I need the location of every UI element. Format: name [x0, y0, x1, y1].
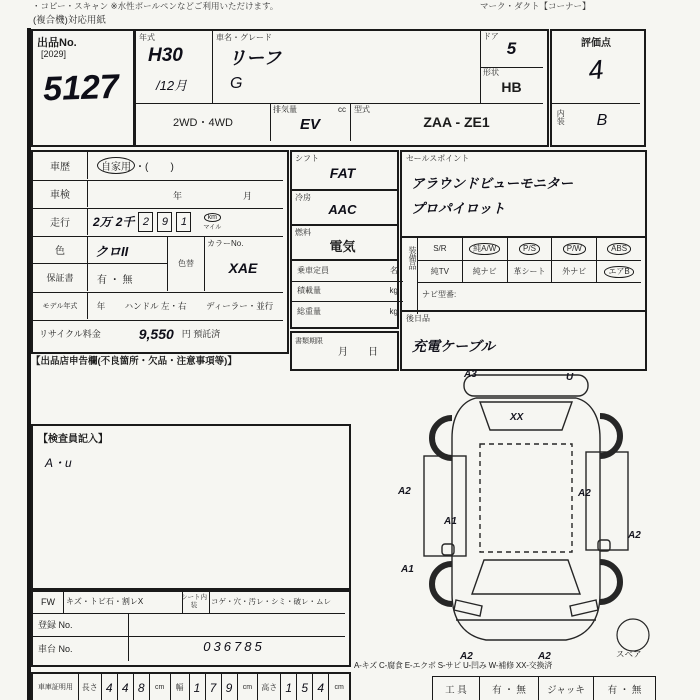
mileage-sen: 2千 — [115, 215, 135, 229]
garage-height-digit: 4 — [313, 674, 329, 700]
equip-abs: ABS — [607, 243, 631, 254]
garage-length-digit: 4 — [118, 674, 134, 700]
navi-model-label: ナビ型番: — [422, 290, 457, 299]
weight-unit: kg — [389, 306, 398, 316]
sales-point-line2: プロパイロット — [411, 201, 506, 216]
chassis-value: 036785 — [203, 639, 265, 654]
damage-mark: XX — [510, 412, 524, 423]
color-label: 色 — [33, 236, 88, 263]
condition-table — [31, 588, 351, 667]
shaken-row — [33, 180, 283, 209]
garage-height-digit: 1 — [281, 674, 297, 700]
drive-cell: 2WD・4WD — [136, 103, 271, 141]
seat-label: シート内装 — [179, 590, 210, 613]
score-box — [550, 29, 646, 147]
model-code-cell — [350, 103, 543, 141]
top-note: ・コピー・スキャン ※水性ボールペンなどご利用いただけます。 — [32, 1, 279, 11]
displacement-unit: cc — [338, 105, 346, 114]
recycle-unit: 円 預託済 — [181, 329, 221, 339]
sales-point-label: セールスポイント — [406, 154, 470, 163]
history-suffix: ・( ) — [135, 162, 174, 173]
displacement-label: 排気量 — [273, 105, 297, 114]
garage-cm: cm — [238, 674, 259, 700]
mileage-unit-km: km — [204, 213, 221, 222]
model-label: 型式 — [354, 105, 370, 114]
lot-number: 5127 — [42, 67, 120, 109]
jack-label: ジャッキ — [539, 677, 594, 700]
fuel-value: 電気 — [329, 239, 356, 254]
mileage-row — [33, 208, 283, 237]
shift-value: FAT — [329, 165, 356, 181]
equip-airbag: エアB — [604, 266, 633, 277]
shape-value: HB — [501, 79, 522, 95]
weight-label: 総重量 — [297, 306, 321, 316]
name-label: 車名・グレード — [216, 33, 272, 42]
capacity-box — [290, 259, 399, 329]
later-items-box — [400, 310, 647, 371]
mileage-man: 2万 — [93, 215, 112, 229]
score-label: 評価点 — [581, 38, 611, 49]
year-cell — [136, 31, 213, 104]
garage-cm: cm — [150, 674, 171, 700]
lot-number-box — [31, 29, 135, 147]
damage-legend: A-キズ C-腐食 E-エクボ S-サビ U-凹み W-補修 XX-交換済 — [354, 661, 553, 670]
aircon-box — [290, 189, 399, 226]
year-label: 年式 — [139, 33, 155, 42]
warranty-value: 有 ・ 無 — [97, 275, 133, 286]
shaken-year-label: 年 — [173, 191, 183, 201]
name-grade-cell — [212, 31, 481, 104]
damage-mark: U — [566, 372, 574, 383]
recycle-row — [33, 320, 289, 347]
garage-row — [31, 672, 351, 700]
model-year-row — [33, 292, 283, 321]
vehicle-table — [134, 29, 549, 147]
later-items-label: 後日品 — [406, 314, 430, 323]
docs-label: 書類期限 — [295, 338, 323, 345]
car-grade: G — [230, 75, 243, 92]
color-no-label: カラーNo. — [207, 239, 244, 248]
seat-text: コゲ・穴・汚レ・シミ・破レ・ムレ — [211, 597, 331, 606]
equip-extnavi: 外ナビ — [562, 267, 587, 277]
damage-diagram — [352, 368, 654, 660]
shift-box — [290, 150, 399, 191]
damage-mark: A1 — [401, 564, 414, 575]
fuel-label: 燃料 — [295, 228, 311, 237]
equipment-label: 装備品 — [402, 238, 418, 314]
damage-mark: A2 — [628, 530, 641, 541]
paper-type-note: (複合機)対応用紙 — [33, 15, 106, 26]
sales-point-box — [400, 150, 647, 238]
color-value: クロII — [95, 244, 129, 259]
garage-width-label: 幅 — [171, 674, 190, 700]
tools-value: 有 ・ 無 — [480, 677, 539, 700]
damage-mark: A2 — [538, 651, 551, 662]
shaken-month-label: 月 — [243, 191, 253, 201]
lot-label: 出品No. — [37, 37, 77, 49]
equipment-box — [400, 236, 647, 312]
top-note-right: マーク・ダクト【コーナー】 — [480, 1, 591, 11]
history-row — [33, 152, 283, 181]
fw-text: キズ・トビ石・割レX — [63, 590, 183, 613]
chassis-label: 車台 No. — [33, 636, 129, 661]
recycle-value: 9,550 — [138, 325, 174, 342]
capacity-unit: 名 — [390, 266, 398, 276]
equip-ps: P/S — [519, 243, 540, 254]
garage-height-label: 高さ — [258, 674, 281, 700]
garage-length-digit: 8 — [134, 674, 150, 700]
docs-value: 月 日 — [338, 347, 378, 358]
damage-mark: A1 — [444, 516, 457, 527]
garage-cm: cm — [334, 683, 344, 691]
garage-width-digit: 7 — [206, 674, 222, 700]
color-warranty-block — [33, 236, 283, 293]
later-items-value: 充電ケーブル — [412, 338, 495, 354]
aircon-value: AAC — [328, 202, 357, 217]
history-label: 車歴 — [33, 152, 88, 179]
mileage-label: 走行 — [33, 208, 88, 235]
interior-cell — [552, 103, 640, 142]
displacement-value: EV — [299, 116, 320, 133]
color-change-label: 色替 — [178, 258, 194, 268]
inspector-note: A・u — [45, 456, 72, 470]
history-value: 自家用 — [97, 157, 135, 174]
displacement-cell — [270, 103, 351, 141]
fuel-box — [290, 224, 399, 261]
recycle-label: リサイクル料金 — [39, 329, 101, 339]
model-code: ZAA - ZE1 — [423, 114, 490, 130]
aircon-label: 冷房 — [295, 193, 311, 202]
interior-label: 内装 — [556, 109, 566, 125]
car-name: リーフ — [228, 48, 282, 68]
mileage-digit: 9 — [157, 212, 172, 232]
color-change-cell — [167, 236, 205, 291]
door-cell — [480, 31, 543, 68]
mileage-digit: 2 — [138, 212, 153, 232]
model-year-label: モデル年式 — [33, 292, 88, 319]
mileage-digit: 1 — [176, 212, 191, 232]
tools-label: 工 具 — [433, 677, 480, 700]
diagram-marks — [352, 368, 654, 660]
left-column — [31, 150, 289, 354]
model-year-year: 年 — [96, 300, 106, 311]
inspector-box — [31, 424, 351, 592]
door-value: 5 — [506, 39, 517, 58]
door-label: ドア — [483, 32, 499, 41]
capacity-label: 乗車定員 — [297, 266, 329, 276]
mileage-unit-mile: マイル — [203, 224, 222, 231]
month-value: /12月 — [156, 78, 188, 93]
lot-code: [2029] — [41, 49, 67, 59]
seller-note: 【出品店申告欄(不良箇所・欠品・注意事項等)】 — [31, 356, 237, 367]
damage-mark: A2 — [460, 651, 473, 662]
garage-length-label: 長さ — [79, 674, 102, 700]
interior-value: B — [596, 112, 608, 129]
registration-label: 登録 No. — [33, 613, 129, 636]
shift-label: シフト — [295, 154, 319, 163]
garage-height-digit: 5 — [297, 674, 313, 700]
load-unit: kg — [389, 286, 398, 296]
spare-label: スペア — [616, 649, 642, 659]
equip-tv: 純TV — [430, 267, 450, 277]
garage-width-digit: 1 — [190, 674, 206, 700]
equip-sr: S/R — [433, 244, 447, 254]
color-no-value: XAE — [228, 260, 258, 276]
year-value: H30 — [148, 45, 183, 66]
equip-alloy: 純A/W — [469, 243, 500, 254]
equip-leather: 革シート — [513, 267, 546, 277]
garage-length-digit: 4 — [102, 674, 118, 700]
sales-point-line1: アラウンドビューモニター — [411, 176, 573, 191]
shaken-label: 車検 — [33, 180, 88, 207]
warranty-label: 保証書 — [33, 264, 88, 291]
damage-mark: A2 — [578, 488, 591, 499]
docs-box — [290, 331, 399, 371]
inspector-label: 【検査員記入】 — [38, 434, 108, 445]
shape-label: 形状 — [483, 68, 499, 77]
fw-label: FW — [33, 590, 64, 613]
model-year-handle: ハンドル 左・右 — [124, 300, 187, 311]
model-year-dealer: ディーラー・並行 — [205, 300, 274, 311]
tools-table — [432, 676, 656, 700]
equip-pw: P/W — [563, 243, 586, 254]
damage-mark: A3 — [464, 369, 477, 380]
garage-width-digit: 9 — [222, 674, 238, 700]
load-label: 積載量 — [297, 286, 321, 296]
score-value: 4 — [586, 54, 605, 86]
shape-cell — [480, 67, 543, 104]
color-no-cell — [203, 236, 283, 291]
equip-navi: 純ナビ — [472, 267, 497, 277]
jack-value: 有 ・ 無 — [607, 685, 642, 696]
garage-label: 車庫証明用 — [33, 674, 79, 700]
damage-mark: A2 — [398, 486, 411, 497]
